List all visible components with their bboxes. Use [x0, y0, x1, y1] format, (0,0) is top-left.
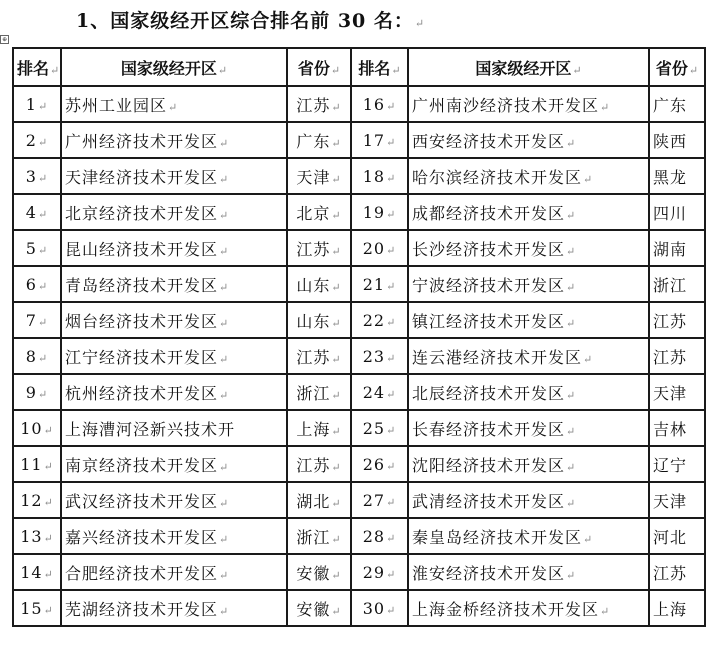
table-row: [13, 266, 705, 302]
province-cell: [287, 554, 351, 590]
paragraph-mark-icon: ↵: [331, 136, 342, 150]
zone-cell-text: 嘉兴经济技术开发区: [65, 527, 219, 547]
zone-cell: [61, 374, 287, 410]
province-cell-right: [649, 266, 705, 302]
paragraph-mark-icon: ↵: [37, 279, 49, 293]
province-cell-text: 江苏: [296, 455, 331, 475]
rank-cell-right: [351, 482, 408, 518]
table-row: [13, 122, 705, 158]
rank-cell-right: [351, 302, 408, 338]
province-cell-text: 湖北: [296, 491, 331, 511]
paragraph-mark-icon: ↵: [43, 423, 54, 437]
rank-cell-text: 10: [20, 418, 43, 438]
province-cell-right-text: 江苏: [653, 563, 688, 583]
province-cell-right-text: 上海: [653, 599, 688, 619]
paragraph-mark-icon: ↵: [37, 243, 49, 257]
province-cell-text: 浙江: [296, 527, 331, 547]
zone-cell-right: [408, 482, 649, 518]
province-cell: [287, 86, 351, 122]
province-cell-text: 安徽: [296, 563, 331, 583]
paragraph-mark-icon: ↵: [583, 352, 594, 366]
title-text: 1、国家级经开区综合排名前 30 名：: [76, 10, 414, 32]
zone-cell-right: [408, 590, 649, 626]
zone-cell: [61, 266, 287, 302]
zone-cell-text: 武汉经济技术开发区: [65, 491, 219, 511]
paragraph-mark-icon: ↵: [219, 316, 230, 330]
rank-cell: [13, 86, 61, 122]
paragraph-mark-icon: ↵: [219, 136, 230, 150]
paragraph-mark-icon: ↵: [566, 568, 577, 582]
rank-cell-text: 8: [25, 346, 37, 366]
paragraph-mark-icon: ↵: [566, 424, 577, 438]
province-cell-right: [649, 194, 705, 230]
paragraph-mark-icon: ↵: [386, 531, 397, 545]
paragraph-mark-icon: ↵: [37, 99, 49, 113]
rank-cell-text: 5: [25, 238, 37, 258]
table-row: [13, 374, 705, 410]
header-zone: 国家级经开区↵: [61, 48, 287, 86]
zone-cell-right: [408, 410, 649, 446]
rank-cell: [13, 590, 61, 626]
table-row: [13, 554, 705, 590]
rank-cell-right: [351, 158, 408, 194]
zone-cell-text: 昆山经济技术开发区: [65, 239, 219, 259]
zone-cell: [61, 122, 287, 158]
zone-cell-right: [408, 86, 649, 122]
paragraph-mark-icon: ↵: [43, 459, 54, 473]
province-cell-text: 江苏: [296, 95, 331, 115]
province-cell-right: [649, 374, 705, 410]
province-cell: [287, 482, 351, 518]
paragraph-mark-icon: ↵: [37, 315, 49, 329]
rank-cell-right-text: 19: [362, 202, 386, 222]
rank-cell-right: [351, 590, 408, 626]
paragraph-mark-icon: ↵: [219, 568, 230, 582]
paragraph-mark-icon: ↵: [219, 352, 230, 366]
rank-cell-right-text: 20: [362, 238, 386, 258]
rank-cell-text: 15: [20, 598, 43, 618]
rank-cell-text: 11: [20, 454, 43, 474]
paragraph-mark-icon: ↵: [414, 17, 426, 30]
paragraph-mark-icon: ↵: [219, 496, 230, 510]
zone-cell-right-text: 镇江经济技术开发区: [412, 311, 566, 331]
rank-cell-right: [351, 518, 408, 554]
zone-cell: [61, 302, 287, 338]
zone-cell-right: [408, 266, 649, 302]
province-cell-text: 江苏: [296, 239, 331, 259]
paragraph-mark-icon: ↵: [219, 172, 230, 186]
paragraph-mark-icon: ↵: [566, 388, 577, 402]
paragraph-mark-icon: ↵: [566, 244, 577, 258]
paragraph-mark-icon: ↵: [386, 315, 397, 329]
province-cell: [287, 302, 351, 338]
rank-cell-right: [351, 230, 408, 266]
table-row: [13, 518, 705, 554]
province-cell-right: [649, 410, 705, 446]
paragraph-mark-icon: ↵: [219, 244, 230, 258]
rank-cell-right: [351, 554, 408, 590]
table-row: [13, 446, 705, 482]
rank-cell-right-text: 29: [362, 562, 386, 582]
header-province: 省份↵: [287, 48, 351, 86]
province-cell-text: 安徽: [296, 599, 331, 619]
rank-cell-right: [351, 86, 408, 122]
rank-cell-right-text: 18: [362, 166, 386, 186]
paragraph-mark-icon: ↵: [219, 388, 230, 402]
rank-cell-text: 12: [20, 490, 43, 510]
rank-cell-text: 2: [25, 130, 37, 150]
rank-cell-text: 6: [25, 274, 37, 294]
province-cell: [287, 590, 351, 626]
paragraph-mark-icon: ↵: [37, 351, 49, 365]
rank-cell-text: 3: [25, 166, 37, 186]
zone-cell-right: [408, 230, 649, 266]
rank-cell-right: [351, 446, 408, 482]
header-rank-right: 排名↵: [351, 48, 408, 86]
paragraph-mark-icon: ↵: [37, 171, 49, 185]
province-cell-right: [649, 554, 705, 590]
zone-cell-right-text: 连云港经济技术开发区: [412, 347, 583, 367]
province-cell-right-text: 四川: [653, 203, 688, 223]
paragraph-mark-icon: ↵: [168, 100, 179, 114]
rank-cell-right-text: 17: [362, 130, 386, 150]
header-province-right: 省份↵: [649, 48, 705, 86]
paragraph-mark-icon: ↵: [331, 568, 342, 582]
rank-cell: [13, 302, 61, 338]
province-cell-right-text: 天津: [653, 383, 688, 403]
province-cell-right: [649, 302, 705, 338]
paragraph-mark-icon: ↵: [331, 532, 342, 546]
paragraph-mark-icon: ↵: [43, 495, 54, 509]
paragraph-mark-icon: ↵: [331, 352, 342, 366]
zone-cell-right-text: 广州南沙经济技术开发区: [412, 95, 600, 115]
rank-cell-right: [351, 374, 408, 410]
zone-cell-right: [408, 554, 649, 590]
province-cell: [287, 410, 351, 446]
province-cell-right: [649, 86, 705, 122]
zone-cell: [61, 194, 287, 230]
zone-cell-text: 广州经济技术开发区: [65, 131, 219, 151]
paragraph-mark-icon: ↵: [566, 316, 577, 330]
rank-cell-right: [351, 266, 408, 302]
header-rank: 排名↵: [13, 48, 61, 86]
rank-cell: [13, 554, 61, 590]
province-cell-right-text: 吉林: [653, 419, 688, 439]
zone-cell: [61, 518, 287, 554]
rank-cell: [13, 410, 61, 446]
table-row: [13, 86, 705, 122]
rank-cell: [13, 122, 61, 158]
paragraph-mark-icon: ↵: [43, 567, 54, 581]
zone-cell-text: 南京经济技术开发区: [65, 455, 219, 475]
province-cell-right-text: 陕西: [653, 131, 688, 151]
zone-cell-right: [408, 518, 649, 554]
province-cell-text: 山东: [296, 311, 331, 331]
paragraph-mark-icon: ↵: [386, 351, 397, 365]
province-cell-text: 北京: [296, 203, 331, 223]
rank-cell: [13, 518, 61, 554]
paragraph-mark-icon: ↵: [566, 496, 577, 510]
province-cell-right-text: 江苏: [653, 311, 688, 331]
zone-cell-right-text: 哈尔滨经济技术开发区: [412, 167, 583, 187]
province-cell-right-text: 浙江: [653, 275, 688, 295]
paragraph-mark-icon: ↵: [386, 171, 397, 185]
province-cell-right-text: 黑龙: [653, 167, 688, 187]
zone-cell-right: [408, 194, 649, 230]
paragraph-mark-icon: ↵: [331, 280, 342, 294]
zone-cell-right-text: 长春经济技术开发区: [412, 419, 566, 439]
province-cell-right: [649, 446, 705, 482]
rank-cell-right: [351, 338, 408, 374]
zone-cell-right-text: 北辰经济技术开发区: [412, 383, 566, 403]
paragraph-mark-icon: ↵: [331, 388, 342, 402]
province-cell-right-text: 江苏: [653, 347, 688, 367]
province-cell-text: 浙江: [296, 383, 331, 403]
zone-cell-right-text: 沈阳经济技术开发区: [412, 455, 566, 475]
table-body: [13, 86, 705, 626]
rank-cell: [13, 446, 61, 482]
province-cell: [287, 374, 351, 410]
zone-cell-right-text: 武清经济技术开发区: [412, 491, 566, 511]
paragraph-mark-icon: ↵: [386, 99, 397, 113]
rank-cell-text: 1: [25, 94, 37, 114]
rank-cell: [13, 230, 61, 266]
province-cell-right: [649, 158, 705, 194]
paragraph-mark-icon: ↵: [386, 459, 397, 473]
province-cell-right: [649, 590, 705, 626]
rank-cell-right-text: 30: [362, 598, 386, 618]
table-row: [13, 338, 705, 374]
table-row: [13, 158, 705, 194]
zone-cell-right-text: 秦皇岛经济技术开发区: [412, 527, 583, 547]
zone-cell-right-text: 宁波经济技术开发区: [412, 275, 566, 295]
rank-cell-right-text: 25: [362, 418, 386, 438]
province-cell-right-text: 广东: [653, 95, 688, 115]
rank-cell: [13, 194, 61, 230]
paragraph-mark-icon: ↵: [386, 567, 397, 581]
zone-cell-right: [408, 374, 649, 410]
rank-cell-right-text: 21: [362, 274, 386, 294]
rank-cell-text: 13: [20, 526, 43, 546]
province-cell-right: [649, 518, 705, 554]
paragraph-mark-icon: ↵: [386, 495, 397, 509]
zone-cell-right: [408, 302, 649, 338]
rank-cell-right-text: 22: [362, 310, 386, 330]
rank-cell-right-text: 26: [362, 454, 386, 474]
zone-cell: [61, 86, 287, 122]
province-cell-text: 江苏: [296, 347, 331, 367]
paragraph-mark-icon: ↵: [386, 279, 397, 293]
province-cell-right-text: 天津: [653, 491, 688, 511]
zone-cell: [61, 410, 287, 446]
header-zone-right: 国家级经开区↵: [408, 48, 649, 86]
paragraph-mark-icon: ↵: [43, 603, 54, 617]
paragraph-mark-icon: ↵: [331, 424, 342, 438]
paragraph-mark-icon: ↵: [566, 280, 577, 294]
province-cell-right: [649, 482, 705, 518]
rank-cell-text: 4: [25, 202, 37, 222]
ranking-table: [12, 47, 706, 627]
province-cell-text: 山东: [296, 275, 331, 295]
table-row: [13, 230, 705, 266]
zone-cell-text: 烟台经济技术开发区: [65, 311, 219, 331]
table-row: [13, 590, 705, 626]
paragraph-mark-icon: ↵: [566, 460, 577, 474]
rank-cell-right-text: 27: [362, 490, 386, 510]
rank-cell-right-text: 24: [362, 382, 386, 402]
table-row: [13, 302, 705, 338]
paragraph-mark-icon: ↵: [600, 100, 611, 114]
paragraph-mark-icon: ↵: [386, 243, 397, 257]
province-cell: [287, 158, 351, 194]
zone-cell-text: 上海漕河泾新兴技术开: [65, 419, 236, 439]
paragraph-mark-icon: ↵: [331, 100, 342, 114]
zone-cell-text: 青岛经济技术开发区: [65, 275, 219, 295]
rank-cell-right-text: 28: [362, 526, 386, 546]
document-title: [76, 6, 425, 33]
paragraph-mark-icon: ↵: [331, 496, 342, 510]
zone-cell: [61, 230, 287, 266]
rank-cell-text: 7: [25, 310, 37, 330]
zone-cell-text: 杭州经济技术开发区: [65, 383, 219, 403]
zone-cell-text: 苏州工业园区: [65, 95, 168, 115]
rank-cell: [13, 482, 61, 518]
province-cell: [287, 266, 351, 302]
paragraph-mark-icon: ↵: [43, 531, 54, 545]
paragraph-mark-icon: ↵: [219, 208, 230, 222]
header-row: [13, 48, 705, 86]
paragraph-mark-icon: ↵: [600, 604, 611, 618]
paragraph-mark-icon: ↵: [583, 172, 594, 186]
rank-cell-text: 9: [25, 382, 37, 402]
province-cell: [287, 446, 351, 482]
paragraph-mark-icon: ↵: [386, 207, 397, 221]
province-cell: [287, 230, 351, 266]
zone-cell: [61, 590, 287, 626]
table-row: [13, 194, 705, 230]
zone-cell-right-text: 西安经济技术开发区: [412, 131, 566, 151]
province-cell-right: [649, 122, 705, 158]
province-cell-right-text: 辽宁: [653, 455, 688, 475]
zone-cell: [61, 158, 287, 194]
paragraph-mark-icon: ↵: [219, 280, 230, 294]
province-cell: [287, 194, 351, 230]
rank-cell: [13, 338, 61, 374]
province-cell-right: [649, 338, 705, 374]
zone-cell-text: 芜湖经济技术开发区: [65, 599, 219, 619]
paragraph-mark-icon: ↵: [331, 460, 342, 474]
paragraph-mark-icon: ↵: [331, 316, 342, 330]
province-cell-text: 上海: [296, 419, 331, 439]
rank-cell-right-text: 16: [362, 94, 386, 114]
rank-cell: [13, 158, 61, 194]
province-cell: [287, 338, 351, 374]
paragraph-mark-icon: ↵: [331, 604, 342, 618]
zone-cell-right-text: 长沙经济技术开发区: [412, 239, 566, 259]
rank-cell-right: [351, 410, 408, 446]
zone-cell-text: 江宁经济技术开发区: [65, 347, 219, 367]
paragraph-mark-icon: ↵: [386, 135, 397, 149]
zone-cell-right: [408, 122, 649, 158]
rank-cell: [13, 374, 61, 410]
zone-cell-right: [408, 446, 649, 482]
paragraph-mark-icon: ↵: [219, 604, 230, 618]
rank-cell-right: [351, 194, 408, 230]
paragraph-mark-icon: ↵: [386, 603, 397, 617]
paragraph-mark-icon: ↵: [331, 172, 342, 186]
paragraph-mark-icon: ↵: [37, 135, 49, 149]
zone-cell: [61, 446, 287, 482]
paragraph-mark-icon: ↵: [37, 207, 49, 221]
table-row: [13, 482, 705, 518]
zone-cell-right: [408, 338, 649, 374]
paragraph-mark-icon: ↵: [331, 244, 342, 258]
zone-cell-right-text: 成都经济技术开发区: [412, 203, 566, 223]
paragraph-mark-icon: ↵: [331, 208, 342, 222]
zone-cell: [61, 482, 287, 518]
paragraph-mark-icon: ↵: [566, 136, 577, 150]
rank-cell-right: [351, 122, 408, 158]
zone-cell-text: 北京经济技术开发区: [65, 203, 219, 223]
province-cell-text: 天津: [296, 167, 331, 187]
zone-cell-text: 天津经济技术开发区: [65, 167, 219, 187]
province-cell-right-text: 河北: [653, 527, 688, 547]
zone-cell: [61, 554, 287, 590]
province-cell: [287, 122, 351, 158]
paragraph-mark-icon: ↵: [566, 208, 577, 222]
zone-cell-right: [408, 158, 649, 194]
paragraph-mark-icon: ↵: [219, 532, 230, 546]
province-cell-right-text: 湖南: [653, 239, 688, 259]
table-anchor-icon[interactable]: ⊕: [1, 36, 8, 43]
rank-cell: [13, 266, 61, 302]
rank-cell-text: 14: [20, 562, 43, 582]
rank-cell-right-text: 23: [362, 346, 386, 366]
zone-cell-text: 合肥经济技术开发区: [65, 563, 219, 583]
paragraph-mark-icon: ↵: [37, 387, 49, 401]
paragraph-mark-icon: ↵: [219, 460, 230, 474]
zone-cell-right-text: 上海金桥经济技术开发区: [412, 599, 600, 619]
table-row: [13, 410, 705, 446]
zone-cell: [61, 338, 287, 374]
paragraph-mark-icon: ↵: [386, 387, 397, 401]
province-cell-right: [649, 230, 705, 266]
province-cell: [287, 518, 351, 554]
paragraph-mark-icon: ↵: [583, 532, 594, 546]
province-cell-text: 广东: [296, 131, 331, 151]
paragraph-mark-icon: ↵: [386, 423, 397, 437]
zone-cell-right-text: 淮安经济技术开发区: [412, 563, 566, 583]
